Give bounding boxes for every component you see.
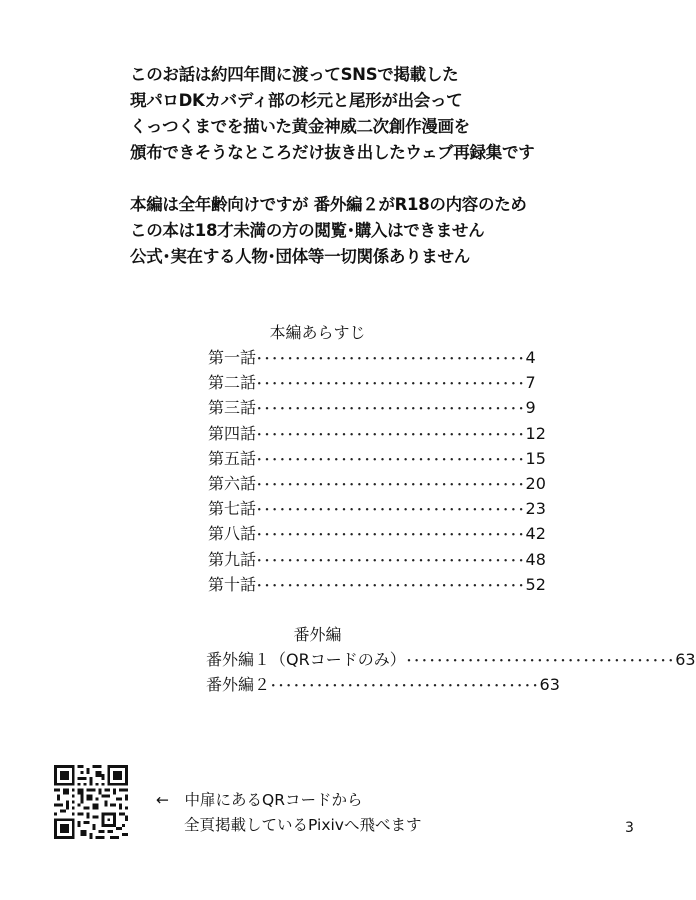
leader-dots: ･･･････････････････････････････････ [256, 352, 526, 367]
toc-page: 63 [539, 675, 560, 695]
qr-note-line1 [156, 788, 421, 813]
toc-row [208, 446, 546, 471]
leader-dots: ･･･････････････････････････････････ [256, 503, 526, 519]
toc-row [208, 521, 546, 546]
toc-row [208, 395, 536, 420]
page-number: 3 [625, 820, 634, 836]
toc-page: 12 [525, 423, 546, 443]
leader-dots: ･･･････････････････････････････････ [256, 553, 526, 569]
toc-label: 第一話 [208, 348, 257, 367]
qr-note-text2: 全頁掲載しているPixivへ飛べます [184, 816, 422, 834]
notice-line: この本は18才未満の方の閲覧･購入はできません [130, 221, 485, 240]
qr-code[interactable] [54, 765, 128, 839]
intro-line: 現パロDKカバディ部の杉元と尾形が出会って [130, 91, 463, 110]
toc-label: 第八話 [208, 524, 257, 544]
toc-main-heading: 本編あらすじ [269, 323, 366, 342]
toc-page: 42 [525, 524, 546, 544]
toc-row [208, 496, 546, 521]
leader-dots: ･･･････････････････････････････････ [256, 477, 526, 493]
toc-label: 第二話 [208, 373, 257, 393]
intro-line: 頒布できそうなところだけ抜き出したウェブ再録集です [130, 143, 535, 162]
toc-row [206, 647, 696, 672]
arrow-left-icon: ← [156, 791, 169, 809]
leader-dots: ･･･････････････････････････････････ [256, 402, 526, 418]
notice-line: 公式･実在する人物･団体等一切関係ありません [130, 247, 470, 266]
toc-page: 48 [525, 549, 546, 569]
leader-dots: ･･･････････････････････････････････ [256, 578, 526, 594]
toc-page: 23 [525, 499, 546, 519]
toc-label: 第十話 [208, 574, 257, 594]
toc-page: 4 [525, 348, 536, 367]
toc-label: 第三話 [208, 398, 257, 418]
leader-dots: ･･･････････････････････････････････ [256, 427, 526, 443]
toc-row [208, 547, 546, 572]
intro-line: くっつくまでを描いた黄金神威二次創作漫画を [130, 117, 470, 136]
toc-row [208, 572, 546, 597]
toc-extra-list [206, 647, 696, 697]
toc-page: 63 [675, 650, 696, 669]
toc-label: 番外編１（QRコードのみ） [206, 650, 406, 669]
leader-dots: ･･･････････････････････････････････ [270, 679, 540, 695]
toc-label: 第五話 [208, 448, 257, 468]
intro-line: このお話は約四年間に渡ってSNSで掲載した [130, 65, 459, 84]
toc-label: 番外編２ [206, 675, 271, 695]
notice-line: 本編は全年齢向けですが 番外編２がR18の内容のため [130, 195, 527, 214]
toc-page: 52 [525, 574, 546, 594]
toc-extra-heading: 番外編 [293, 625, 342, 644]
toc-row [208, 370, 536, 395]
qr-note [156, 788, 421, 838]
toc-page: 7 [525, 373, 536, 393]
leader-dots: ･･･････････････････････････････････ [256, 528, 526, 544]
toc-label: 第七話 [208, 499, 257, 519]
leader-dots: ･･･････････････････････････････････ [405, 654, 676, 669]
intro-text [130, 62, 534, 270]
toc-main-list [208, 345, 546, 597]
toc-page: 9 [525, 398, 536, 418]
toc-page: 15 [525, 448, 546, 468]
toc-row [208, 421, 546, 446]
toc-page: 20 [525, 473, 546, 493]
toc-label: 第六話 [208, 473, 257, 493]
leader-dots: ･･･････････････････････････････････ [256, 452, 526, 468]
qr-note-text1: 中扉にあるQRコードから [184, 791, 363, 809]
toc-row [208, 471, 546, 496]
toc-row [208, 345, 536, 370]
toc-label: 第四話 [208, 423, 257, 443]
toc-label: 第九話 [208, 549, 257, 569]
toc-row [206, 672, 560, 697]
leader-dots: ･･･････････････････････････････････ [256, 377, 526, 393]
